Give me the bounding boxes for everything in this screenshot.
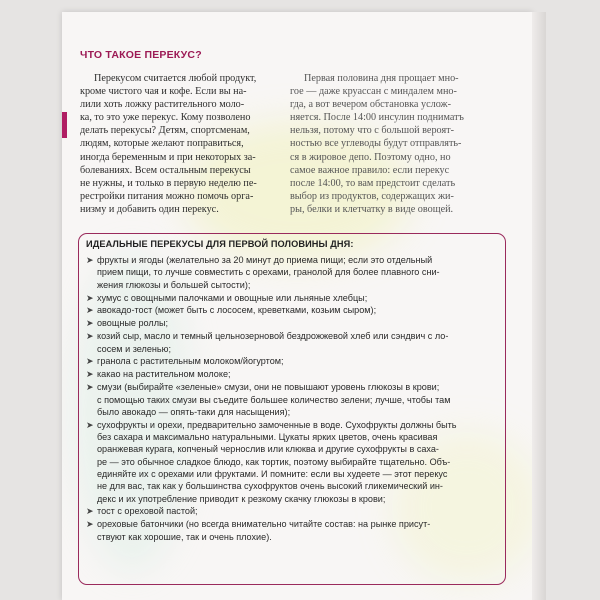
text-line: самое важное правило: если перекус xyxy=(290,164,450,176)
text-line: кроме чистого чая и кофе. Если вы на- xyxy=(80,86,247,98)
bullet-arrow-icon: ➤ xyxy=(86,419,94,430)
text-line: после 14:00, то вам предстоит сделать xyxy=(290,177,456,189)
list-item-line: сосем и зеленью; xyxy=(97,343,171,354)
text-line: Перекусом считается любой продукт, xyxy=(94,73,257,84)
text-line: болеваниях. Всем остальным перекусы xyxy=(80,164,251,176)
list-item-line: смузи (выбирайте «зеленые» смузи, они не повышают уровень глюкозы в крови; xyxy=(97,382,440,393)
list-item-line: жения глюкозы и большей сытости); xyxy=(97,279,251,290)
left-text-column xyxy=(80,72,276,216)
text-line: ры, белки и клетчатку в виде овощей. xyxy=(290,203,454,215)
text-line: не нужны, и только в первую неделю пе- xyxy=(80,177,257,189)
list-item-line: какао на растительном молоке; xyxy=(97,369,231,380)
list-item-line: сухофрукты и орехи, предварительно замоченные в воде. Сухофрукты должны быть xyxy=(97,419,457,430)
list-item-line: фрукты и ягоды (желательно за 20 минут до приема пищи; если это отдельный xyxy=(97,255,433,265)
section-heading: ЧТО ТАКОЕ ПЕРЕКУС? xyxy=(80,49,202,61)
bullet-arrow-icon: ➤ xyxy=(86,292,94,303)
list-item-line: авокадо-тост (может быть с лососем, креветками, козьим сыром); xyxy=(97,305,377,316)
list-item-line: козий сыр, масло и темный цельнозерновой бездрожжевой хлеб или сэндвич с ло- xyxy=(97,331,449,342)
text-line: людям, которые желают поправиться, xyxy=(80,138,244,150)
snack-list-title: ИДЕАЛЬНЫЕ ПЕРЕКУСЫ ДЛЯ ПЕРВОЙ ПОЛОВИНЫ ДНЯ: xyxy=(86,239,354,249)
list-item-line: ствуют как хорошие, так и очень плохие). xyxy=(97,531,272,542)
text-line: ся в жировое депо. Поэтому одно, но xyxy=(290,151,451,163)
bullet-arrow-icon: ➤ xyxy=(86,255,94,265)
text-line: нельзя, потому что с большой вероят- xyxy=(290,125,454,137)
text-line: Первая половина дня прощает мно- xyxy=(304,73,459,84)
bullet-arrow-icon: ➤ xyxy=(86,305,94,316)
bullet-arrow-icon: ➤ xyxy=(86,369,94,380)
list-item-line: хумус с овощными палочками и овощные или льняные хлебцы; xyxy=(97,292,368,303)
bullet-arrow-icon: ➤ xyxy=(86,356,94,367)
list-item-line: без сахара и максимально натуральными. Цукаты ярких цветов, очень красивая xyxy=(97,432,438,442)
text-line: гда, а вот вечером обстановка услож- xyxy=(290,99,451,111)
list-item-line: ореховые батончики (но всегда внимательно читайте состав: на рынке присут- xyxy=(97,519,431,530)
list-item-line: овощные роллы; xyxy=(97,318,169,329)
text-line: рестройки питания можно помочь орга- xyxy=(80,190,254,202)
bullet-arrow-icon: ➤ xyxy=(86,519,94,530)
bullet-arrow-icon: ➤ xyxy=(86,382,94,393)
list-item-line: тост с ореховой пастой; xyxy=(97,506,198,517)
page-edge xyxy=(532,12,546,600)
text-line: ностью все углеводы будут отправлять- xyxy=(290,138,462,150)
bullet-arrow-icon: ➤ xyxy=(86,506,94,517)
text-line: иногда беременным и при некоторых за- xyxy=(80,151,256,163)
list-item-line: было авокадо — опять-таки для насыщения); xyxy=(97,406,291,417)
list-item-line: декс и их употребление приводит к резкому скачку глюкозы в крови; xyxy=(97,493,386,504)
text-line: ка, то это уже перекус. Кому позволено xyxy=(80,112,251,124)
text-line: выбор из продуктов, содержащих жи- xyxy=(290,190,454,202)
text-line: низму и добавить один перекус. xyxy=(80,203,219,215)
right-text-column xyxy=(290,72,488,216)
bullet-arrow-icon: ➤ xyxy=(86,318,94,329)
bullet-arrow-icon: ➤ xyxy=(86,331,94,342)
text-line: гое — даже круассан с миндалем мно- xyxy=(290,86,457,98)
text-line: лили хоть ложку растительного моло- xyxy=(80,99,245,111)
text-line: делать перекусы? Детям, спортсменам, xyxy=(80,125,250,137)
list-item-line: оранжевая курага, копченый чернослив или клюква и другие сухофрукты в саха- xyxy=(97,444,439,455)
list-item-line: не для вас, так как у большинства сухофруктов очень высокий гликемический ин- xyxy=(97,481,443,492)
page-side-marker xyxy=(62,112,67,138)
list-item-line: гранола с растительным молоком/йогуртом; xyxy=(97,356,284,367)
list-item-line: с помощью таких смузи вы съедите большее количество зелени; лучше, чтобы там xyxy=(97,394,451,405)
list-item-line: ре — это обычное сладкое блюдо, как тортик, поэтому выбирайте тщательно. Объ- xyxy=(97,456,451,467)
text-line: няется. После 14:00 инсулин подниматъ xyxy=(290,112,464,124)
list-item-line: прием пищи, то лучше совместить с орехами, гранолой для более плавного сни- xyxy=(97,267,440,278)
list-item-line: единяйте их с орехами или фруктами. И помните: если вы худеете — этот перекус xyxy=(97,468,448,479)
